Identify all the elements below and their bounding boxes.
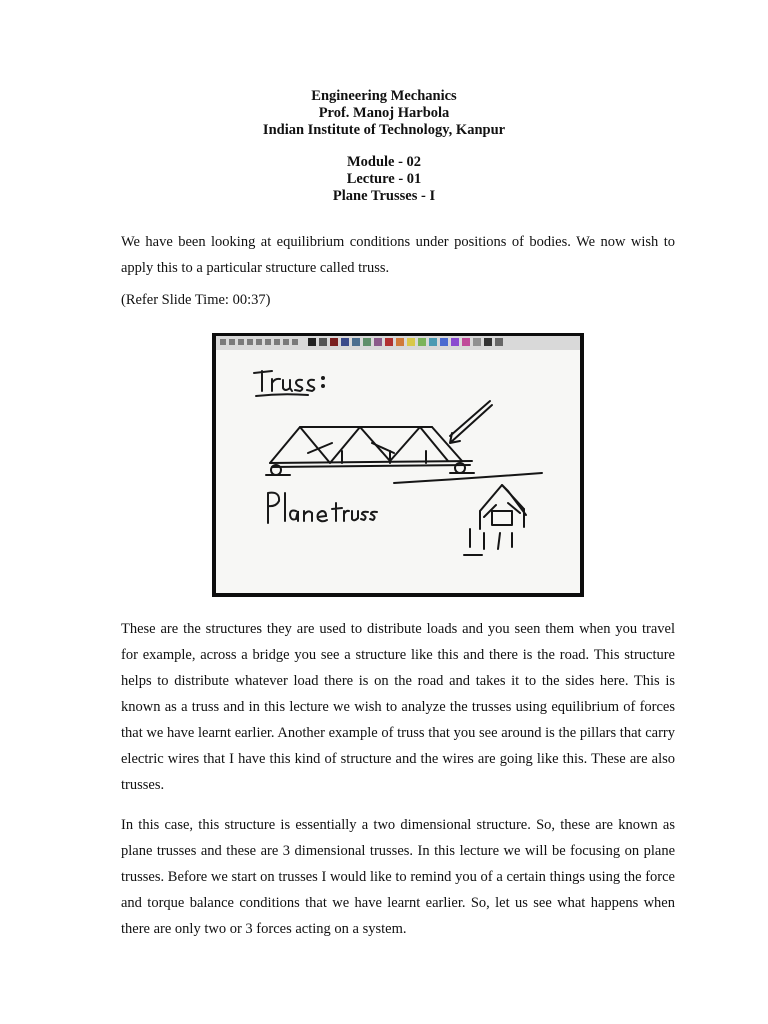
palette-swatch — [341, 338, 349, 346]
intro-paragraph: We have been looking at equilibrium conditions under positions of bodies. We now wish to apply this to a particular structure called truss. — [121, 234, 675, 276]
color-palette — [308, 338, 503, 346]
title-block — [0, 88, 768, 139]
palette-swatch — [330, 338, 338, 346]
whiteboard-drawing — [212, 333, 584, 597]
toolbar-tool-icons — [220, 339, 298, 345]
palette-swatch — [418, 338, 426, 346]
palette-swatch — [308, 338, 316, 346]
palette-swatch — [473, 338, 481, 346]
palette-swatch — [451, 338, 459, 346]
palette-swatch — [484, 338, 492, 346]
palette-swatch — [363, 338, 371, 346]
professor-name: Prof. Manoj Harbola — [318, 105, 450, 121]
handwriting-truss — [254, 371, 324, 396]
lecture-topic: Plane Trusses - I — [332, 188, 436, 204]
palette-swatch — [440, 338, 448, 346]
palette-swatch — [407, 338, 415, 346]
course-title: Engineering Mechanics — [311, 88, 457, 104]
palette-swatch — [495, 338, 503, 346]
module-number: Module - 02 — [346, 154, 422, 170]
lecture-number: Lecture - 01 — [346, 171, 422, 187]
lecture-slide-image — [212, 333, 584, 597]
palette-swatch — [352, 338, 360, 346]
slide-reference: (Refer Slide Time: 00:37) — [121, 292, 271, 308]
palette-swatch — [319, 338, 327, 346]
palette-swatch — [396, 338, 404, 346]
palette-swatch — [374, 338, 382, 346]
palette-swatch — [429, 338, 437, 346]
palette-swatch — [462, 338, 470, 346]
lecture-block — [0, 154, 768, 205]
handwriting-plane-trusses — [268, 493, 377, 523]
institute-name: Indian Institute of Technology, Kanpur — [262, 122, 506, 138]
truss-sketch — [266, 401, 542, 483]
palette-swatch — [385, 338, 393, 346]
tower-sketch — [464, 485, 526, 555]
body-paragraph-structures: These are the structures they are used to distribute loads and you seen them when you travel for example, across a bridge you see a structure like this and there is the road. This structure helps to distribute whatever load there is on the road and takes it to the sides here. This is known as a truss and in this lecture we wish to analyze the trusses using equilibrium of forces that we have learnt earlier. Another example of truss that you see around is the pillars that carry electric wires that I have this kind of structure and the wires are going like this. These are also trusses. — [121, 621, 675, 793]
body-paragraph-plane-trusses: In this case, this structure is essentially a two dimensional structure. So, these are known as plane trusses and these are 3 dimensional trusses. In this lecture we will be focusing on plane trusses. Before we start on trusses I would like to remind you of a certain things using the force and torque balance conditions that we have learnt earlier. So, let us see what happens when there are only two or 3 forces acting on a system. — [121, 817, 675, 937]
